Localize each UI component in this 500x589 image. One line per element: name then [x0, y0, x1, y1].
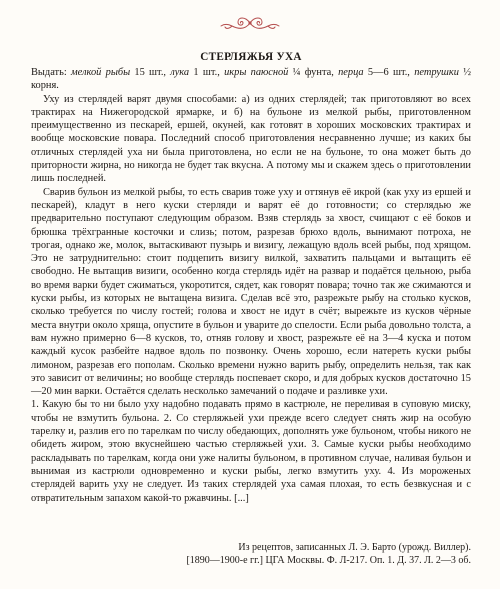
paragraph-preparation: Сварив бульон из мелкой рыбы, то есть сварив тоже уху и оттянув её икрой (как уху из ершей и пескарей), кладут в него куски стерляди и варят её до готовности; со стерлядью же предварительно поступают следующим образом. Взяв стерлядь за хвост, счищают с её боков и брюшка трёхгранные косточки и слизь; потом, разрезав брюхо вдоль, вынимают потроха, не трогая, однако же, молок, вытаскивают пузырь и визигу, лежащую вдоль всей рыбы, под хрящом. Это не затруднительно: стоит подцепить визигу вилкой, захватить пальцами и вытащить её свободно. Не вытащив визиги, особенно когда стерлядь идёт на развар и подаётся цельною, рыба во время варки будет сжиматься, укоротится, сядет, как говорят повара; точно так же сжимаются и куски рыбы, из которых не вытащена визига. Сделав всё это, разрежьте рыбу на столько кусков, сколько требуется по числу гостей; голова и хвост не идут в счёт; вырежьте из кусков чёрные места внутри около хряща, опустите в бульон и уварите до спелости. Если рыба довольно толста, а вам нужно примерно 6—8 кусков, то, отняв голову и хвост, разрежьте её на 3—4 куска и потом каждый кусок разбейте надвое вдоль по позвонку. Очень хорошо, если натереть куски рыбы лимоном, разрезав его пополам. Сколько времени нужно варить рыбу, определить нельзя, так как это зависит от величины; но вообще стерлядь поспевает скоро, и для добрых кусков достаточно 15—20 мин варки. Остаётся сделать несколько замечаний о подаче и разливке ухи.	[31, 186, 471, 398]
ingredient-pepper: перца	[338, 67, 364, 78]
ingredient-pepper-qty: 5—6 шт.,	[363, 67, 415, 78]
ingredients-lead: Выдать:	[31, 67, 71, 78]
ingredients-line	[31, 66, 471, 93]
ingredient-onion-qty: 1 шт.,	[189, 67, 225, 78]
decorative-flourish-icon	[219, 14, 281, 32]
source-line-1: Из рецептов, записанных Л. Э. Барто (урожд. Виллер).	[238, 542, 471, 553]
ingredient-onion: лука	[170, 67, 190, 78]
ingredient-parsley-qty: ½ корня.	[31, 67, 472, 92]
ingredient-caviar: икры паюсной	[224, 67, 289, 78]
recipe-title: СТЕРЛЯЖЬЯ УХА	[200, 51, 302, 63]
source-citation	[31, 541, 471, 568]
ingredient-caviar-qty: ¼ фунта,	[288, 67, 339, 78]
recipe-body	[31, 93, 471, 505]
ingredient-fish-qty: 15 шт.,	[130, 67, 171, 78]
ingredient-parsley: петрушки	[414, 67, 459, 78]
source-line-2: [1890—1900-е гг.] ЦГА Москвы. Ф. Л-217. Оп. 1. Д. 37. Л. 2—3 об.	[186, 555, 471, 567]
ingredient-fish: мелкой рыбы	[70, 67, 131, 78]
recipe-page	[31, 50, 471, 505]
paragraph-serving-notes: 1. Какую бы то ни было уху надобно подавать прямо в кастрюле, не переливая в суповую миску, чтобы не взмутить бульона. 2. Со стерляжьей ухи прежде всего следует снять жир на особую тарелку и, разлив его по тарелкам по числу обедающих, дополнять уже бульоном, чтобы никого не обидеть жиром, этою вкуснейшею частью стерляжьей ухи. 3. Самые куски рыбы необходимо раскладывать по тарелкам, когда они уже налиты бульоном, в противном случае, наливая бульон и вынимая из кастрюли одновременно и куски рыбы, легко взмутить уху. 4. Из мороженых стерлядей варить уху не следует. Из таких стерлядей уха самая плохая, то есть безвкусная и с отвратительным запахом какой-то ржавчины. [...]	[31, 399, 471, 504]
paragraph-methods: Уху из стерлядей варят двумя способами: а) из одних стерлядей; так приготовляют во всех трактирах на Нижегородской ярмарке, и б) на бульоне из мелкой рыбы, приготовленном преимущественно из пескарей, ершей, окуней, как готовят в хороших московских трактирах и вообще московские повара. Последний способ приготовления несравненно лучше; из каких бы отличных стерлядей уха ни была приготовлена, но если не на бульоне, то она может быть до приторности жирна, но никогда не будет так вкусна. А потому мы и скажем здесь о приготовлении лишь последней.	[31, 93, 471, 185]
